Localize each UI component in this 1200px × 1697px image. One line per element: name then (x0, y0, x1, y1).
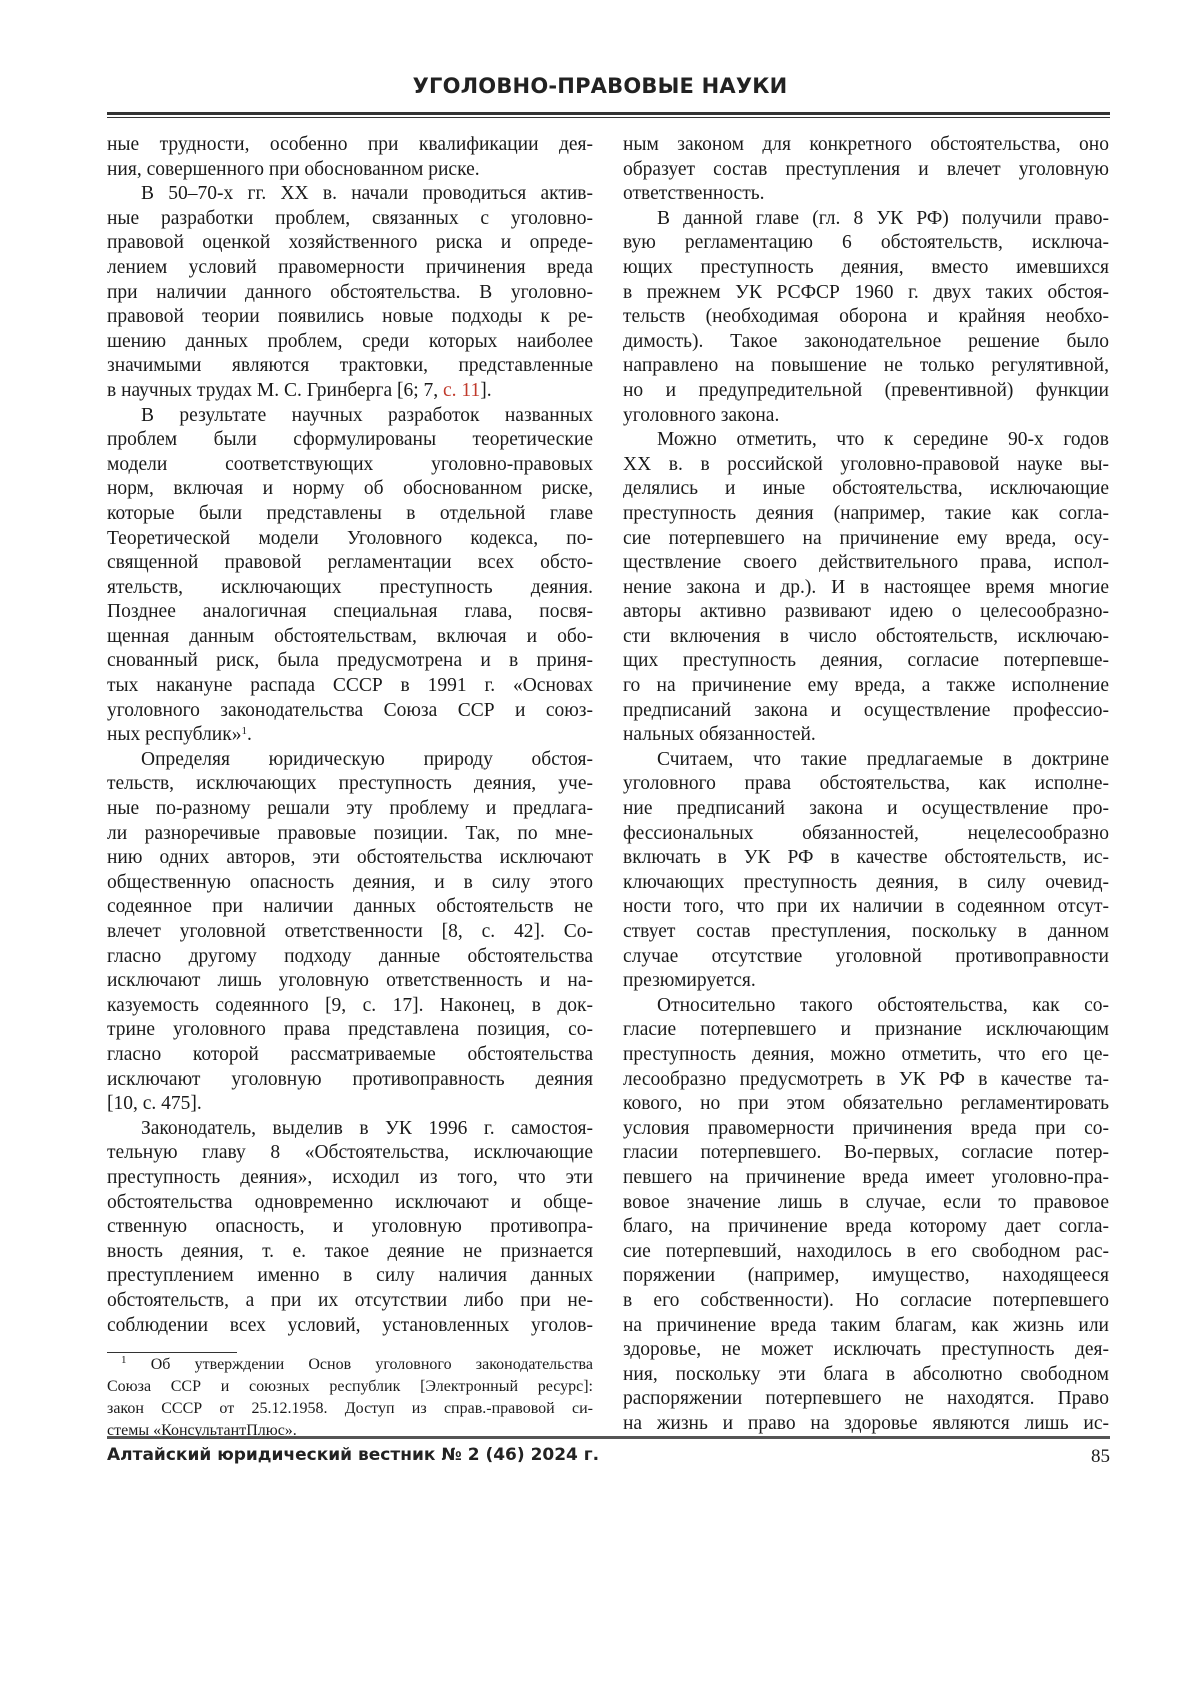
text-line: Относительно такого обстоятельства, как со- (623, 994, 1109, 1019)
text-line: делялись и иные обстоятельства, исключающие (623, 477, 1109, 502)
text-line: В данной главе (гл. 8 УК РФ) получили право- (623, 207, 1109, 232)
text-line: образует состав преступления и влечет уголовную (623, 158, 1109, 183)
text-line: [10, с. 475]. (107, 1092, 593, 1117)
text-line: фессиональных обязанностей, нецелесообразно (623, 822, 1109, 847)
text-line: содеянное при наличии данных обстоятельств не (107, 895, 593, 920)
text-line: В 50–70-х гг. XX в. начали проводиться актив- (107, 182, 593, 207)
text-line: нию одних авторов, эти обстоятельства исключают (107, 846, 593, 871)
text-line: го на причинение ему вреда, а также исполнение (623, 674, 1109, 699)
text-line: преступность деяния (например, такие как согла- (623, 502, 1109, 527)
text-line: ных республик»1. (107, 723, 593, 748)
text-line: щенная данным обстоятельствам, включая и обо- (107, 625, 593, 650)
paragraph (107, 182, 593, 403)
text-line: XX в. в российской уголовно-правовой науке вы- (623, 453, 1109, 478)
page-number: 85 (1091, 1446, 1110, 1468)
text-line: трине уголовного права представлена позиция, со- (107, 1018, 593, 1043)
text-line: тых накануне распада СССР в 1991 г. «Основах (107, 674, 593, 699)
text-line: вовое значение лишь в случае, если то правовое (623, 1191, 1109, 1216)
text-line: условия правомерности причинения вреда при со- (623, 1117, 1109, 1142)
paragraph (107, 404, 593, 748)
right-column (623, 133, 1109, 1436)
footnote-line: закон СССР от 25.12.1958. Доступ из справ.-правовой си- (107, 1398, 593, 1420)
text-line: сие потерпевшего на причинение ему вреда, осу- (623, 527, 1109, 552)
journal-title: Алтайский юридический вестник № 2 (46) 2024 г. (107, 1445, 599, 1465)
text-line: гласно другому подходу данные обстоятельства (107, 945, 593, 970)
text-line: поряжении (например, имущество, находящееся (623, 1264, 1109, 1289)
paragraph (623, 133, 1109, 207)
text-line: лесообразно предусмотреть в УК РФ в качестве та- (623, 1068, 1109, 1093)
text-line: Считаем, что такие предлагаемые в доктрине (623, 748, 1109, 773)
footnote-separator (107, 1352, 237, 1353)
text-line: на жизнь и право на здоровье являются лишь ис- (623, 1412, 1109, 1437)
text-line: включать в УК РФ в качестве обстоятельств, ис- (623, 846, 1109, 871)
text-line: В результате научных разработок названных (107, 404, 593, 429)
text-line: нальных обязанностей. (623, 723, 1109, 748)
text-line: влечет уголовной ответственности [8, с. 42]. Со- (107, 920, 593, 945)
text-line: исключают уголовную противоправность деяния (107, 1068, 593, 1093)
text-line: уголовного права обстоятельства, как исполне- (623, 772, 1109, 797)
text-line: исключают лишь уголовную ответственность и на- (107, 969, 593, 994)
text-line: тельств (необходимая оборона и крайняя необхо- (623, 305, 1109, 330)
text-line: лением условий правомерности причинения вреда (107, 256, 593, 281)
citation-link[interactable]: с. 11 (443, 380, 480, 401)
text-line: сие потерпевший, находилось в его свободном рас- (623, 1240, 1109, 1265)
footnote-line: 1 Об утверждении Основ уголовного законодательства (107, 1354, 593, 1376)
text-line: ственную опасность, и уголовную противопра- (107, 1215, 593, 1240)
paragraph (623, 994, 1109, 1437)
footnote-marker[interactable]: 1 (121, 1354, 127, 1366)
text-line: тельную главу 8 «Обстоятельства, исключающие (107, 1141, 593, 1166)
text-line: снованный риск, была предусмотрена и в приня- (107, 649, 593, 674)
text-line: щих преступность деяния, согласие потерпевше- (623, 649, 1109, 674)
text-line: норм, включая и норму об обоснованном риске, (107, 477, 593, 502)
text-line: сти включения в число обстоятельств, исключаю- (623, 625, 1109, 650)
text-line: презюмируется. (623, 969, 1109, 994)
text-line: ния, совершенного при обоснованном риске. (107, 158, 593, 183)
text-line: преступность деяния», исходил из того, что эти (107, 1166, 593, 1191)
text-line: правовой оценкой хозяйственного риска и опреде- (107, 231, 593, 256)
text-line: шению данных проблем, среди которых наиболее (107, 330, 593, 355)
text-line: Определяя юридическую природу обстоя- (107, 748, 593, 773)
text-line: соблюдении всех условий, установленных уголов- (107, 1314, 593, 1339)
text-line: общественную опасность деяния, и в силу этого (107, 871, 593, 896)
text-line: ные трудности, особенно при квалификации дея- (107, 133, 593, 158)
text-line: ли разноречивые правовые позиции. Так, по мне- (107, 822, 593, 847)
text-line: авторы активно развивают идею о целесообразно- (623, 600, 1109, 625)
text-line: священной правовой регламентации всех обсто- (107, 551, 593, 576)
text-line: казуемость содеянного [9, с. 17]. Наконец, в док- (107, 994, 593, 1019)
text-line: тельств, исключающих преступность деяния, уче- (107, 772, 593, 797)
text-line: значимыми являются трактовки, представленные (107, 354, 593, 379)
text-line: правовой теории появились новые подходы к ре- (107, 305, 593, 330)
text-line: кового, но при этом обязательно регламентировать (623, 1092, 1109, 1117)
text-line: ности того, что при их наличии в содеянном отсут- (623, 895, 1109, 920)
header-rule-thin (107, 117, 1110, 118)
text-line: нение закона и др.). И в настоящее время многие (623, 576, 1109, 601)
text-line: ния, поскольку эти блага в абсолютно свободном (623, 1363, 1109, 1388)
text-line: ющих преступность деяния, вместо имевшихся (623, 256, 1109, 281)
paragraph (623, 748, 1109, 994)
text-line: модели соответствующих уголовно-правовых (107, 453, 593, 478)
footnote-line: стемы «КонсультантПлюс». (107, 1420, 593, 1442)
text-line: ние предписаний закона и осуществление про- (623, 797, 1109, 822)
text-line: ятельств, исключающих преступность деяния. (107, 576, 593, 601)
text-line: гласно которой рассматриваемые обстоятельства (107, 1043, 593, 1068)
text-line: проблем были сформулированы теоретические (107, 428, 593, 453)
text-line: распоряжении потерпевшего не находятся. Право (623, 1387, 1109, 1412)
footnote-marker[interactable]: 1 (241, 725, 247, 737)
text-line: Можно отметить, что к середине 90-х годов (623, 428, 1109, 453)
text-line: вность деяния, т. е. такое деяние не признается (107, 1240, 593, 1265)
text-line: но и предупредительной (превентивной) функции (623, 379, 1109, 404)
section-title: УГОЛОВНО-ПРАВОВЫЕ НАУКИ (0, 74, 1200, 98)
text-line: при наличии данного обстоятельства. В уголовно- (107, 281, 593, 306)
footnote-line: Союза ССР и союзных республик [Электронный ресурс]: (107, 1376, 593, 1398)
text-line: случае отсутствие уголовной противоправности (623, 945, 1109, 970)
text-line: направлено на повышение не только регулятивной, (623, 354, 1109, 379)
text-line: предписаний закона и осуществление профессио- (623, 699, 1109, 724)
footer-rule (107, 1436, 1110, 1439)
paragraph (107, 133, 593, 182)
text-line: Законодатель, выделив в УК 1996 г. самостоя- (107, 1117, 593, 1142)
text-line: ществление своего действительного права, испол- (623, 551, 1109, 576)
text-line: благо, на причинение вреда которому дает согла- (623, 1215, 1109, 1240)
text-line: уголовного закона. (623, 404, 1109, 429)
text-line: преступлением именно в силу наличия данных (107, 1264, 593, 1289)
paragraph (107, 748, 593, 1117)
footnote (107, 1354, 593, 1442)
text-line: ные разработки проблем, связанных с уголовно- (107, 207, 593, 232)
text-line: ствует состав преступления, поскольку в данном (623, 920, 1109, 945)
text-line: обстоятельств, а при их отсутствии либо при не- (107, 1289, 593, 1314)
text-line: гласие потерпевшего и признание исключающим (623, 1018, 1109, 1043)
text-line: уголовного законодательства Союза ССР и союз- (107, 699, 593, 724)
text-line: преступность деяния, можно отметить, что его це- (623, 1043, 1109, 1068)
text-line: в его собственности). Но согласие потерпевшего (623, 1289, 1109, 1314)
text-line: Позднее аналогичная специальная глава, посвя- (107, 600, 593, 625)
paragraph (107, 1117, 593, 1338)
text-line: ключающих преступность деяния, в силу очевид- (623, 871, 1109, 896)
text-line: на причинение вреда таким благам, как жизнь или (623, 1314, 1109, 1339)
text-line: ные по-разному решали эту проблему и предлага- (107, 797, 593, 822)
paragraph (623, 207, 1109, 428)
paragraph (623, 428, 1109, 748)
text-line: здоровье, не может исключать преступность дея- (623, 1338, 1109, 1363)
text-line: певшего на причинение вреда имеет уголовно-пра- (623, 1166, 1109, 1191)
text-line: которые были представлены в отдельной главе (107, 502, 593, 527)
text-line: димость). Такое законодательное решение было (623, 330, 1109, 355)
text-line: в прежнем УК РСФСР 1960 г. двух таких обстоя- (623, 281, 1109, 306)
text-line: ным законом для конкретного обстоятельства, оно (623, 133, 1109, 158)
text-line: вую регламентацию 6 обстоятельств, исключа- (623, 231, 1109, 256)
text-line: ответственность. (623, 182, 1109, 207)
text-line: обстоятельства одновременно исключают и обще- (107, 1191, 593, 1216)
text-line: гласии потерпевшего. Во-первых, согласие потер- (623, 1141, 1109, 1166)
text-line: в научных трудах М. С. Гринберга [6; 7, с. 11]. (107, 379, 593, 404)
text-line: Теоретической модели Уголовного кодекса, по- (107, 527, 593, 552)
header-rule (107, 112, 1110, 115)
left-column (107, 133, 593, 1338)
